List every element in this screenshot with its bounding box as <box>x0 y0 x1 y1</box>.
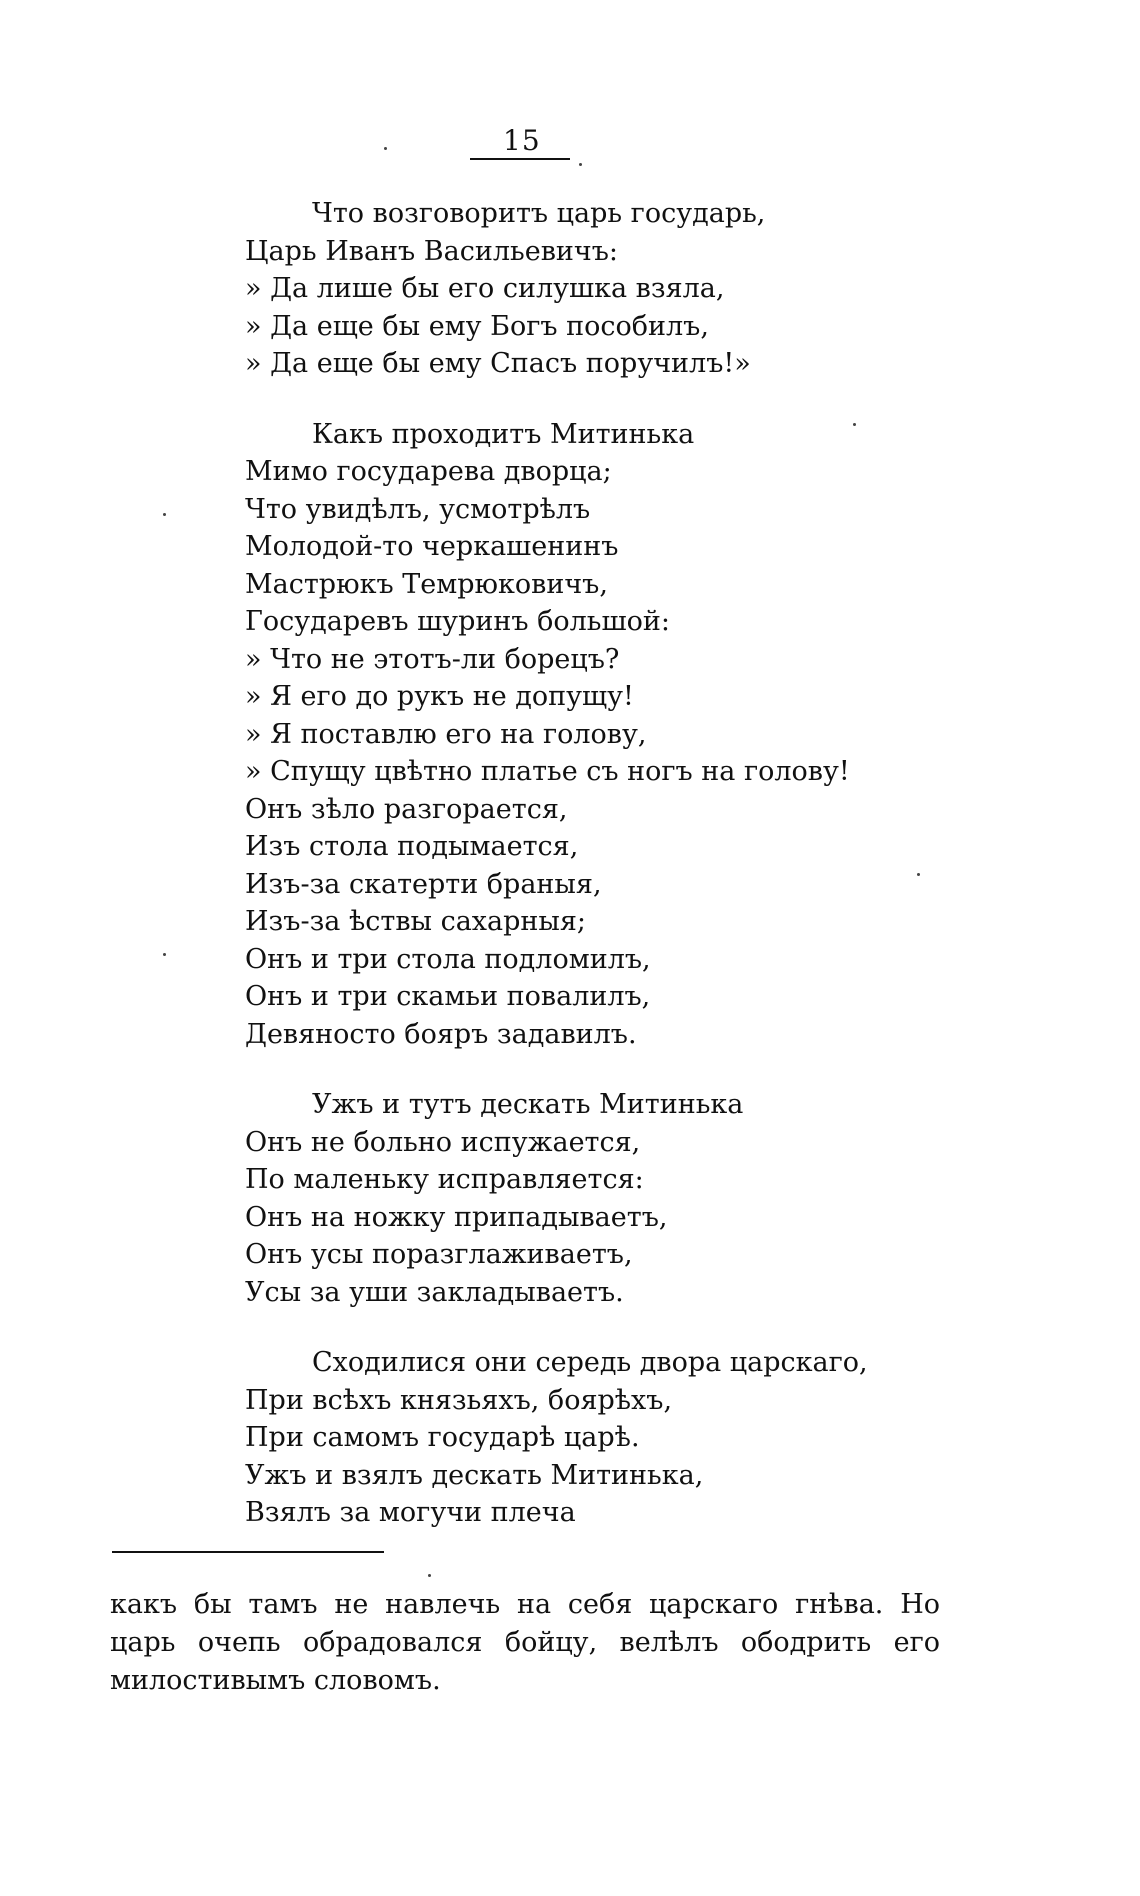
stanza <box>245 1344 868 1532</box>
poem-line: Усы за уши закладываетъ. <box>245 1276 624 1308</box>
poem-line: Онъ не больно испужается, <box>245 1126 641 1158</box>
footnote: какъ бы тамъ не навлечь на себя царскаго гнѣва. Но царь очепь обрадовался бойцу, велѣлъ ободрить его милостивымъ словомъ. <box>110 1589 940 1696</box>
poem-line: При всѣхъ князьяхъ, боярѣхъ, <box>245 1384 673 1416</box>
poem-line: Взялъ за могучи плеча <box>245 1497 576 1528</box>
poem-line: Онъ зѣло разгорается, <box>245 793 568 825</box>
poem-line: » Спущу цвѣтно платье съ ногъ на голову! <box>245 756 850 787</box>
poem-line: Царь Иванъ Васильевичъ: <box>245 235 619 267</box>
poem-line: » Я поставлю его на голову, <box>245 718 647 750</box>
poem-line: По маленьку исправляется: <box>245 1164 644 1195</box>
footnote-rule <box>112 1551 384 1553</box>
print-speck <box>384 147 387 150</box>
poem-line: Что увидѣлъ, усмотрѣлъ <box>245 493 591 525</box>
poem <box>245 195 868 1565</box>
poem-line: » Что не этотъ-ли борецъ? <box>245 643 620 675</box>
poem-line: Онъ и три стола подломилъ, <box>245 943 651 975</box>
print-speck <box>163 953 166 956</box>
poem-line: Мастрюкъ Темрюковичъ, <box>245 568 608 600</box>
print-speck <box>917 873 920 876</box>
poem-line: Что возговоритъ царь государь, <box>312 198 766 229</box>
page-number: 15 <box>503 124 541 157</box>
poem-line: Изъ стола подымается, <box>245 831 579 862</box>
poem-line: Изъ-за скатерти браныя, <box>245 868 602 900</box>
poem-line: При самомъ государѣ царѣ. <box>245 1422 640 1453</box>
poem-line: Онъ и три скамьи повалилъ, <box>245 981 651 1012</box>
stanza <box>245 1086 868 1311</box>
poem-line: Онъ на ножку припадываетъ, <box>245 1201 668 1233</box>
poem-line: » Я его до рукъ не допущу! <box>245 681 634 712</box>
print-speck <box>428 1574 431 1577</box>
poem-line: » Да еще бы ему Богъ пособилъ, <box>245 310 709 342</box>
poem-line: Ужъ и взялъ дескать Митинька, <box>245 1459 704 1491</box>
poem-line: » Да лише бы его силушка взяла, <box>245 273 725 304</box>
poem-line: Изъ-за ѣствы сахарныя; <box>245 906 587 937</box>
stanza <box>245 195 868 383</box>
poem-line: Какъ проходитъ Митинька <box>312 418 695 450</box>
poem-line: Ужъ и тутъ дескать Митинька <box>312 1089 744 1120</box>
poem-line: Сходилися они середь двора царскаго, <box>312 1347 868 1378</box>
stanza <box>245 416 868 1054</box>
print-speck <box>579 163 582 166</box>
poem-line: Государевъ шуринъ большой: <box>245 606 670 637</box>
print-speck <box>163 513 166 516</box>
print-speck <box>853 423 856 426</box>
page-number-rule <box>470 158 570 160</box>
poem-line: Мимо государева дворца; <box>245 456 612 487</box>
poem-line: » Да еще бы ему Спасъ поручилъ!» <box>245 348 751 379</box>
poem-line: Молодой-то черкашенинъ <box>245 531 619 562</box>
poem-line: Онъ усы поразглаживаетъ, <box>245 1239 633 1270</box>
poem-line: Девяносто бояръ задавилъ. <box>245 1018 637 1050</box>
